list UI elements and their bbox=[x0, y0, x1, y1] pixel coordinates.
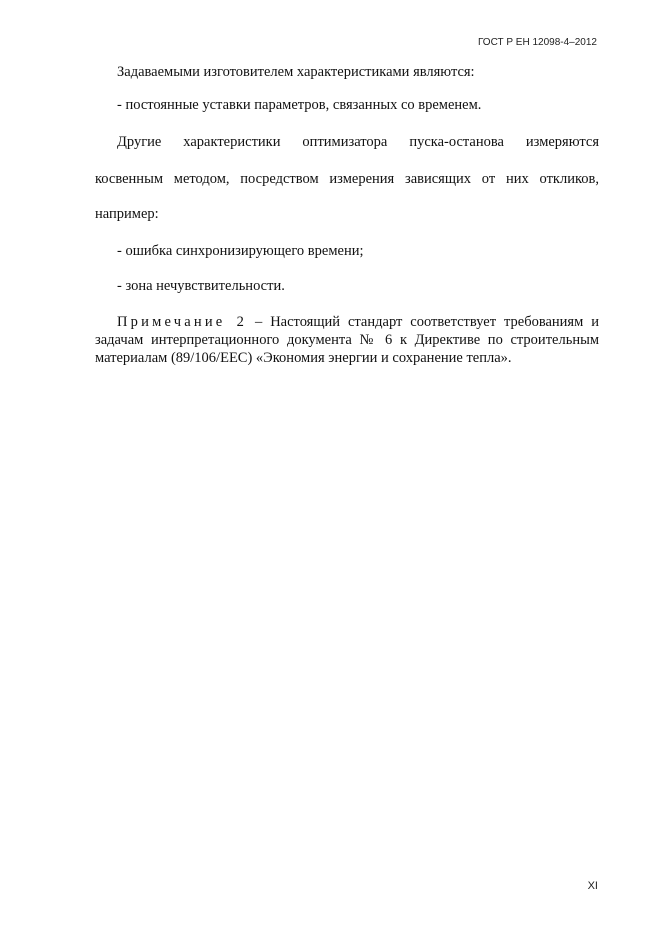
paragraph-other-characteristics-line-1: Другие характеристики оптимизатора пуска-останова измеряются bbox=[117, 134, 599, 150]
note-2 bbox=[95, 313, 599, 367]
list-item-sync-time-error: - ошибка синхронизирующего времени; bbox=[117, 243, 364, 259]
note-text: – Настоящий стандарт соответствует требованиям и задачам интерпретационного документа № 6 к Директиве по строительным материалам (89/106/EEC) «Экономия энергии и сохранение тепла». bbox=[95, 314, 599, 366]
list-item-time-settings: - постоянные уставки параметров, связанных со временем. bbox=[117, 97, 482, 113]
paragraph-other-characteristics-line-2: косвенным методом, посредством измерения зависящих от них откликов, bbox=[95, 171, 599, 187]
list-item-dead-zone: - зона нечувствительности. bbox=[117, 278, 285, 294]
paragraph-characteristics-intro: Задаваемыми изготовителем характеристиками являются: bbox=[117, 64, 475, 80]
page-number: XI bbox=[587, 880, 598, 892]
note-label: Примечание 2 bbox=[117, 314, 248, 330]
page-header-standard-id: ГОСТ Р ЕН 12098-4–2012 bbox=[477, 37, 597, 48]
paragraph-other-characteristics-line-3: например: bbox=[95, 206, 159, 222]
